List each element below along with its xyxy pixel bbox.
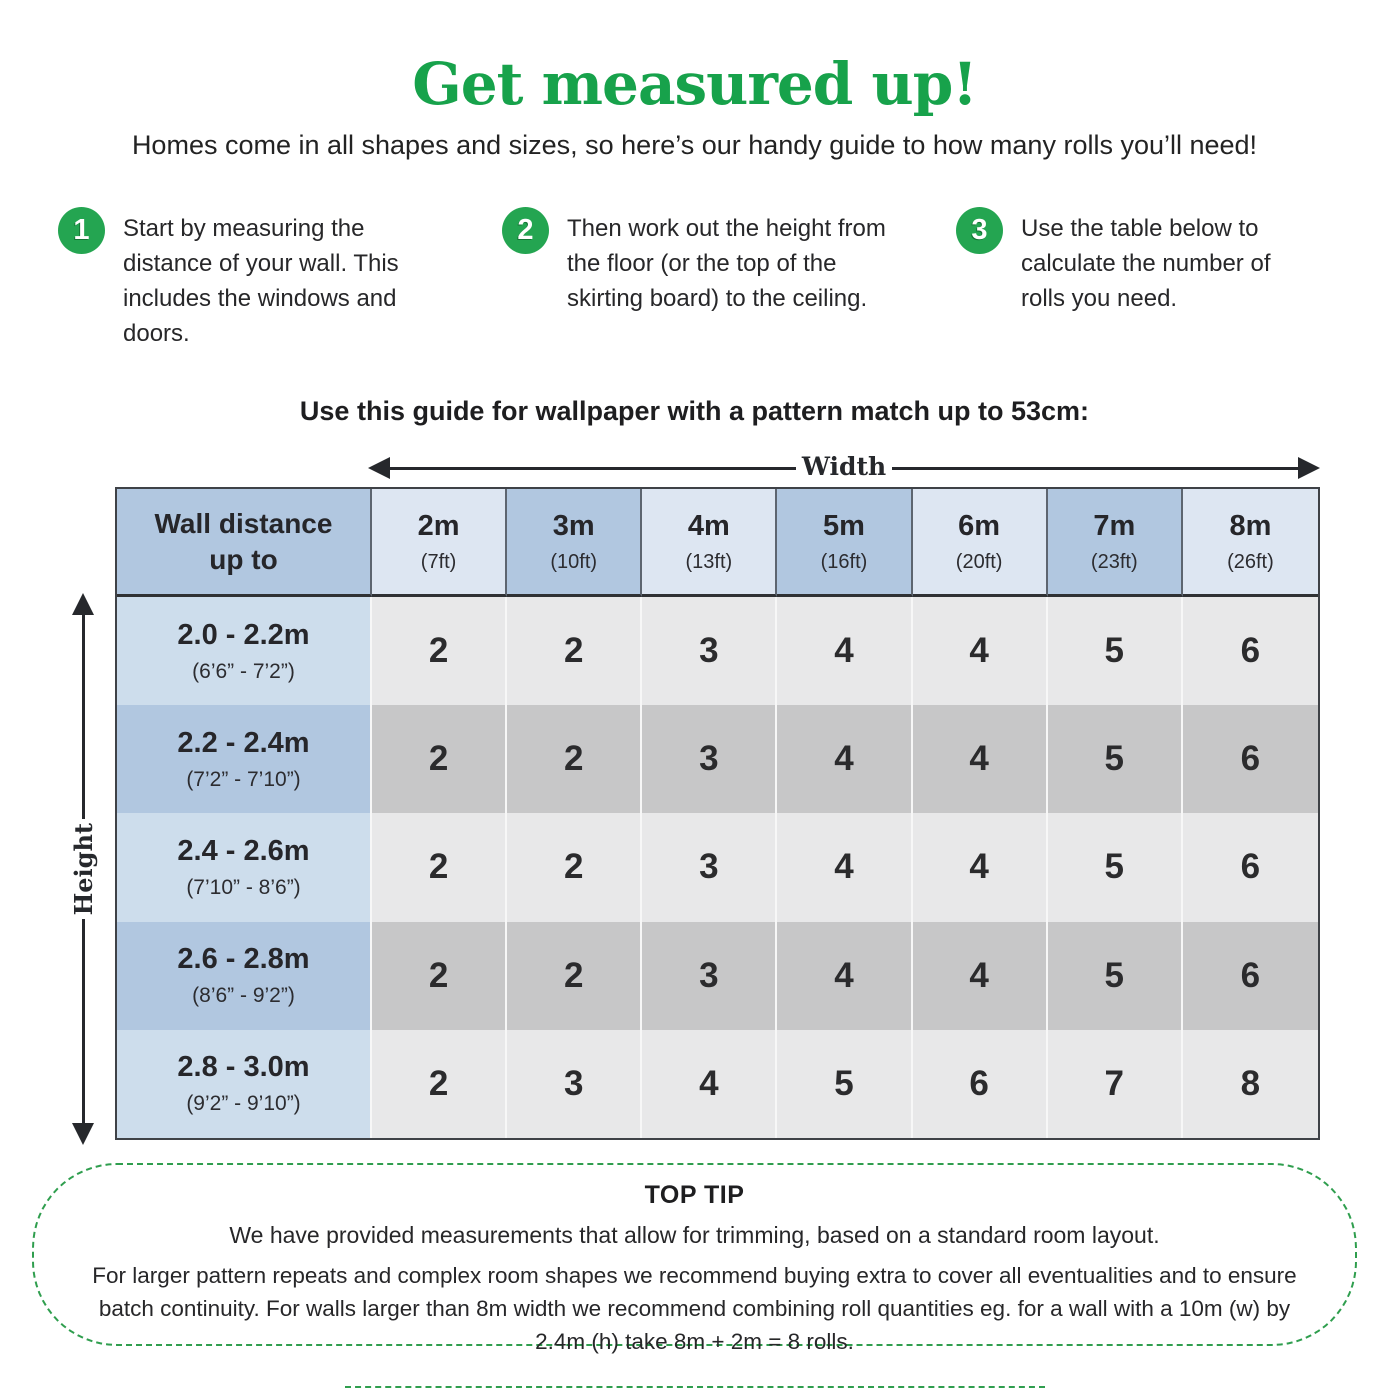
roll-count: 2 <box>428 1063 449 1103</box>
table-cell <box>913 705 1048 813</box>
roll-count: 8 <box>1240 1063 1261 1103</box>
top-tip-title: TOP TIP <box>644 1181 745 1209</box>
table-cell <box>507 922 642 1030</box>
roll-count: 6 <box>969 1063 989 1103</box>
row-header-2.0-2.2m <box>117 597 372 705</box>
row-header-range: 2.8 - 3.0m <box>177 1051 310 1084</box>
row-header-feet: (7’2” - 7’10”) <box>186 767 301 791</box>
guide-heading: Use this guide for wallpaper with a pattern match up to 53cm: <box>299 396 1090 426</box>
column-header-value: 3m <box>552 509 595 542</box>
table-cell <box>777 813 912 921</box>
roll-count: 4 <box>834 847 854 887</box>
roll-count: 2 <box>563 847 584 887</box>
row-header-range: 2.0 - 2.2m <box>177 618 310 651</box>
arrow-up-icon <box>72 593 94 615</box>
roll-count: 4 <box>969 847 989 887</box>
step-1-text: Start by measuring the distance of your wall. This includes the windows and doors. <box>123 215 399 347</box>
column-header-feet: (20ft) <box>955 550 1003 573</box>
height-arrow-line <box>82 919 85 1123</box>
column-header-value: 8m <box>1229 509 1272 542</box>
roll-count: 2 <box>563 955 584 995</box>
width-axis-label: Width <box>801 451 887 481</box>
roll-count: 4 <box>834 631 854 671</box>
arrow-right-icon <box>1298 457 1320 479</box>
row-header-feet: (8’6” - 9’2”) <box>192 984 295 1008</box>
roll-count: 7 <box>1104 1063 1124 1103</box>
roll-count: 6 <box>1240 847 1261 887</box>
table-cell <box>372 922 507 1030</box>
roll-count: 4 <box>834 739 854 779</box>
row-header-range: 2.2 - 2.4m <box>177 726 310 759</box>
table-cell <box>1183 922 1318 1030</box>
height-axis-label: Height <box>68 822 98 916</box>
table-cell <box>1048 597 1183 705</box>
roll-count: 5 <box>1104 847 1124 887</box>
column-header-2m <box>372 489 507 597</box>
table-cell <box>507 705 642 813</box>
table-cell <box>1183 813 1318 921</box>
roll-count: 2 <box>563 739 584 779</box>
step-1-number-badge: 1 <box>58 207 105 254</box>
step-3 <box>956 207 1321 316</box>
column-header-feet: (10ft) <box>550 550 598 573</box>
table-cell <box>1183 705 1318 813</box>
corner-header-line2: up to <box>209 543 278 575</box>
table-cell <box>642 1030 777 1138</box>
roll-count: 2 <box>428 739 449 779</box>
width-axis-arrow <box>368 451 1320 481</box>
height-arrow-line <box>82 615 85 819</box>
table-corner-header <box>117 489 372 597</box>
row-header-feet: (9’2” - 9’10”) <box>186 1092 301 1116</box>
roll-count: 6 <box>1240 739 1261 779</box>
column-header-3m <box>507 489 642 597</box>
row-header-range: 2.4 - 2.6m <box>177 834 310 867</box>
row-header-feet: (6’6” - 7’2”) <box>192 659 295 683</box>
table-cell <box>777 597 912 705</box>
page-title: Get measured up! <box>412 50 977 118</box>
roll-count: 5 <box>1104 739 1124 779</box>
column-header-7m <box>1048 489 1183 597</box>
column-header-5m <box>777 489 912 597</box>
roll-count: 4 <box>834 955 854 995</box>
table-cell <box>1183 597 1318 705</box>
roll-count: 3 <box>699 739 719 779</box>
roll-count: 3 <box>699 631 719 671</box>
roll-count: 2 <box>563 631 584 671</box>
width-arrow-line <box>892 467 1298 470</box>
table-cell <box>1048 813 1183 921</box>
column-header-value: 7m <box>1093 509 1136 542</box>
table-cell <box>642 922 777 1030</box>
row-header-2.8-3.0m <box>117 1030 372 1138</box>
table-cell <box>507 597 642 705</box>
column-header-feet: (13ft) <box>685 550 733 573</box>
step-2-text: Then work out the height from the floor (or the top of the skirting board) to the ceiling. <box>567 215 886 312</box>
row-header-feet: (7’10” - 8’6”) <box>186 875 301 899</box>
column-header-8m <box>1183 489 1318 597</box>
column-header-6m <box>913 489 1048 597</box>
roll-count: 3 <box>699 955 719 995</box>
step-1 <box>58 207 445 351</box>
step-3-text: Use the table below to calculate the number of rolls you need. <box>1021 215 1271 312</box>
column-header-feet: (26ft) <box>1227 550 1274 573</box>
roll-count: 3 <box>563 1063 584 1103</box>
roll-count: 4 <box>969 955 989 995</box>
column-header-value: 5m <box>823 509 865 542</box>
width-arrow-line <box>390 467 796 470</box>
column-header-feet: (7ft) <box>420 550 457 573</box>
column-header-value: 4m <box>687 509 730 542</box>
roll-count: 2 <box>428 955 449 995</box>
step-2-number-badge: 2 <box>502 207 549 254</box>
table-cell <box>1183 1030 1318 1138</box>
column-header-feet: (16ft) <box>820 550 868 573</box>
roll-count: 2 <box>428 631 449 671</box>
rolls-table <box>115 487 1320 1140</box>
roll-count: 4 <box>969 739 989 779</box>
column-header-value: 2m <box>417 509 460 542</box>
roll-count: 3 <box>699 847 719 887</box>
step-2 <box>502 207 915 316</box>
page-subtitle: Homes come in all shapes and sizes, so here’s our handy guide to how many rolls you’ll need! <box>131 130 1258 160</box>
table-cell <box>372 705 507 813</box>
table-cell <box>642 705 777 813</box>
row-header-2.2-2.4m <box>117 705 372 813</box>
roll-count: 4 <box>699 1063 719 1103</box>
roll-count: 5 <box>834 1063 854 1103</box>
table-cell <box>642 813 777 921</box>
table-cell <box>642 597 777 705</box>
table-cell <box>1048 922 1183 1030</box>
table-cell <box>372 813 507 921</box>
corner-header-line1: Wall distance <box>154 507 333 539</box>
table-cell <box>372 1030 507 1138</box>
roll-count: 5 <box>1104 631 1124 671</box>
cutoff-box-border <box>345 1386 1045 1388</box>
table-cell <box>913 813 1048 921</box>
table-cell <box>777 705 912 813</box>
roll-count: 6 <box>1240 955 1261 995</box>
table-cell <box>507 1030 642 1138</box>
column-header-feet: (23ft) <box>1090 550 1138 573</box>
roll-count: 6 <box>1240 631 1261 671</box>
table-cell <box>913 1030 1048 1138</box>
table-cell <box>507 813 642 921</box>
top-tip-box <box>32 1163 1357 1354</box>
table-cell <box>777 1030 912 1138</box>
column-header-value: 6m <box>958 509 1001 542</box>
roll-count: 4 <box>969 631 989 671</box>
table-cell <box>1048 1030 1183 1138</box>
table-cell <box>913 597 1048 705</box>
table-cell <box>777 922 912 1030</box>
table-cell <box>1048 705 1183 813</box>
column-header-4m <box>642 489 777 597</box>
step-3-number-badge: 3 <box>956 207 1003 254</box>
table-cell <box>372 597 507 705</box>
row-header-2.4-2.6m <box>117 813 372 921</box>
row-header-range: 2.6 - 2.8m <box>177 943 310 976</box>
top-tip-line1: We have provided measurements that allow for trimming, based on a standard room layout. <box>229 1222 1160 1248</box>
arrow-left-icon <box>368 457 390 479</box>
top-tip-line2: For larger pattern repeats and complex room shapes we recommend buying extra to cover all eventualities and to ensure batch continuity. For walls larger than 8m width we recommend combining roll quantities eg. for a wall with a 10m (w) by 2.4m (h) take 8m + 2m = 8 rolls. <box>92 1263 1297 1354</box>
arrow-down-icon <box>72 1123 94 1145</box>
roll-count: 5 <box>1104 955 1124 995</box>
height-axis-arrow <box>60 593 106 1145</box>
row-header-2.6-2.8m <box>117 922 372 1030</box>
table-cell <box>913 922 1048 1030</box>
roll-count: 2 <box>428 847 449 887</box>
